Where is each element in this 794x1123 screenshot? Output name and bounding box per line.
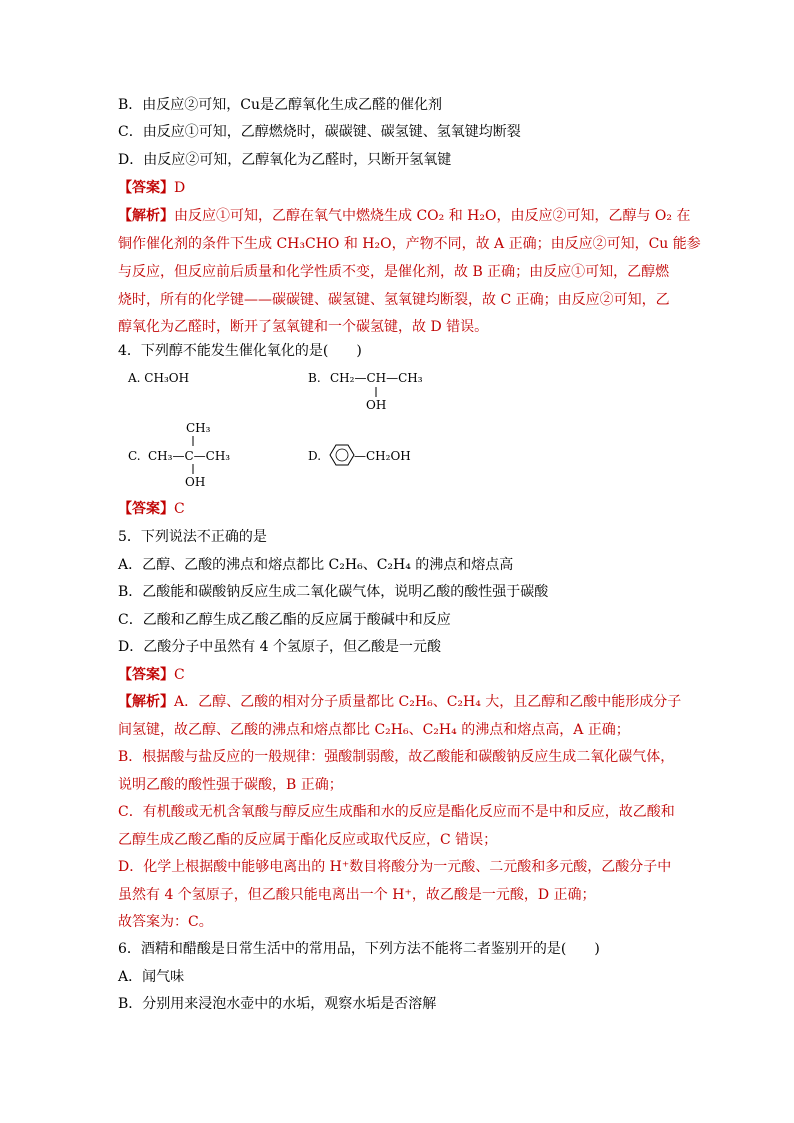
benzene-ring-icon — [330, 445, 354, 465]
q5-analysis-line-4: 说明乙酸的酸性强于碳酸，B 正确； — [118, 777, 343, 793]
q4-answer-line — [118, 500, 678, 518]
q5-option-c: C．乙酸和乙醇生成乙酸乙酯的反应属于酸碱中和反应 — [118, 612, 451, 628]
q3-analysis-line-4: 烧时，所有的化学键——碳碳键、碳氢键、氢氧键均断裂，故 C 正确；由反应②可知，乙 — [118, 292, 670, 308]
analysis-tag: 【解析】 — [118, 694, 174, 710]
q5-analysis-line-2: 间氢键，故乙醇、乙酸的沸点和熔点都比 C₂H₆、C₂H₄ 的沸点和熔点高，A 正确； — [118, 722, 630, 738]
q5-analysis-line-6: 乙醇生成乙酸乙酯的反应属于酯化反应或取代反应，C 错误； — [118, 832, 498, 848]
q4-answer: C — [174, 501, 185, 517]
q4-option-a-text: A. CH₃OH — [128, 371, 190, 385]
q5-answer-line — [118, 666, 678, 684]
q6-stem: 6．酒精和醋酸是日常生活中的常用品，下列方法不能将二者鉴别开的是( ) — [118, 941, 600, 957]
q4-option-c-oh: OH — [185, 475, 206, 489]
q3-answer-line — [118, 179, 678, 197]
q4-option-a-formula — [126, 368, 326, 392]
q5-analysis-text-1: A．乙醇、乙酸的相对分子质量都比 C₂H₆、C₂H₄ 大，且乙醇和乙酸中能形成分子 — [174, 694, 682, 710]
q5-analysis-line-7: D．化学上根据酸中能够电离出的 H⁺数目将酸分为一元酸、二元酸和多元酸，乙酸分子中 — [118, 859, 672, 875]
q3-option-d: D．由反应②可知，乙醇氧化为乙醛时，只断开氢氧键 — [118, 152, 452, 168]
q5-analysis-line-1 — [118, 693, 682, 711]
q4-option-c — [126, 418, 326, 492]
q4-option-c-top-methyl: CH₃ — [186, 421, 211, 435]
q4-option-b — [306, 366, 526, 416]
q4-option-b-oh: OH — [366, 398, 387, 412]
q3-analysis-line-1 — [118, 207, 691, 225]
q4-option-c-formula — [126, 418, 326, 492]
benzene-aromatic-circle — [336, 449, 348, 461]
q3-answer: D — [174, 180, 186, 196]
q4-option-b-chain: CH₂—CH—CH₃ — [330, 371, 423, 385]
answer-tag: 【答案】 — [118, 667, 174, 683]
q5-stem: 5．下列说法不正确的是 — [118, 529, 267, 545]
q5-analysis-line-5: C．有机酸或无机含氧酸与醇反应生成酯和水的反应是酯化反应而不是中和反应，故乙酸和 — [118, 804, 675, 820]
q3-analysis-text-1: 由反应①可知，乙醇在氧气中燃烧生成 CO₂ 和 H₂O，由反应②可知，乙醇与 O₂ 在 — [174, 208, 691, 224]
q4-option-a — [126, 368, 326, 392]
q3-analysis-line-2: 铜作催化剂的条件下生成 CH₃CHO 和 H₂O，产物不同，故 A 正确；由反应②可知，Cu 能参 — [118, 236, 701, 252]
q3-option-c: C．由反应①可知，乙醇燃烧时，碳碳键、碳氢键、氢氧键均断裂 — [118, 124, 521, 140]
q5-option-a: A．乙醇、乙酸的沸点和熔点都比 C₂H₆、C₂H₄ 的沸点和熔点高 — [118, 557, 514, 573]
analysis-tag: 【解析】 — [118, 208, 174, 224]
q4-option-c-label: C. — [128, 449, 141, 463]
q4-option-d — [306, 440, 506, 470]
q3-analysis-line-5: 醇氧化为乙醛时，断开了氢氧键和一个碳氢键，故 D 错误。 — [118, 319, 489, 335]
q4-option-d-formula — [306, 440, 506, 470]
q6-option-b: B．分别用来浸泡水壶中的水垢，观察水垢是否溶解 — [118, 996, 437, 1012]
q4-option-d-label: D. — [308, 449, 322, 463]
answer-tag: 【答案】 — [118, 180, 174, 196]
q3-option-b: B．由反应②可知，Cu是乙醇氧化生成乙醛的催化剂 — [118, 97, 443, 113]
q5-analysis-line-8: 虽然有 4 个氢原子，但乙酸只能电离出一个 H⁺，故乙酸是一元酸，D 正确； — [118, 887, 596, 903]
q3-analysis-line-3: 与反应，但反应前后质量和化学性质不变，是催化剂，故 B 正确；由反应①可知，乙醇燃 — [118, 264, 670, 280]
q4-option-c-chain: CH₃—C—CH₃ — [148, 449, 231, 463]
q5-analysis-line-3: B．根据酸与盐反应的一般规律：强酸制弱酸，故乙酸能和碳酸钠反应生成二氧化碳气体， — [118, 749, 675, 765]
q5-analysis-line-9: 故答案为：C。 — [118, 914, 213, 930]
q6-option-a: A．闻气味 — [118, 969, 185, 985]
q4-stem: 4．下列醇不能发生催化氧化的是( ) — [118, 343, 362, 359]
q5-option-d: D．乙酸分子中虽然有 4 个氢原子，但乙酸是一元酸 — [118, 639, 442, 655]
q5-answer: C — [174, 667, 185, 683]
q4-option-d-substituent: —CH₂OH — [354, 449, 411, 463]
answer-tag: 【答案】 — [118, 501, 174, 517]
q5-option-b: B．乙酸能和碳酸钠反应生成二氧化碳气体，说明乙酸的酸性强于碳酸 — [118, 584, 549, 600]
q4-option-b-label: B. — [308, 371, 321, 385]
q4-option-b-formula — [306, 366, 526, 416]
